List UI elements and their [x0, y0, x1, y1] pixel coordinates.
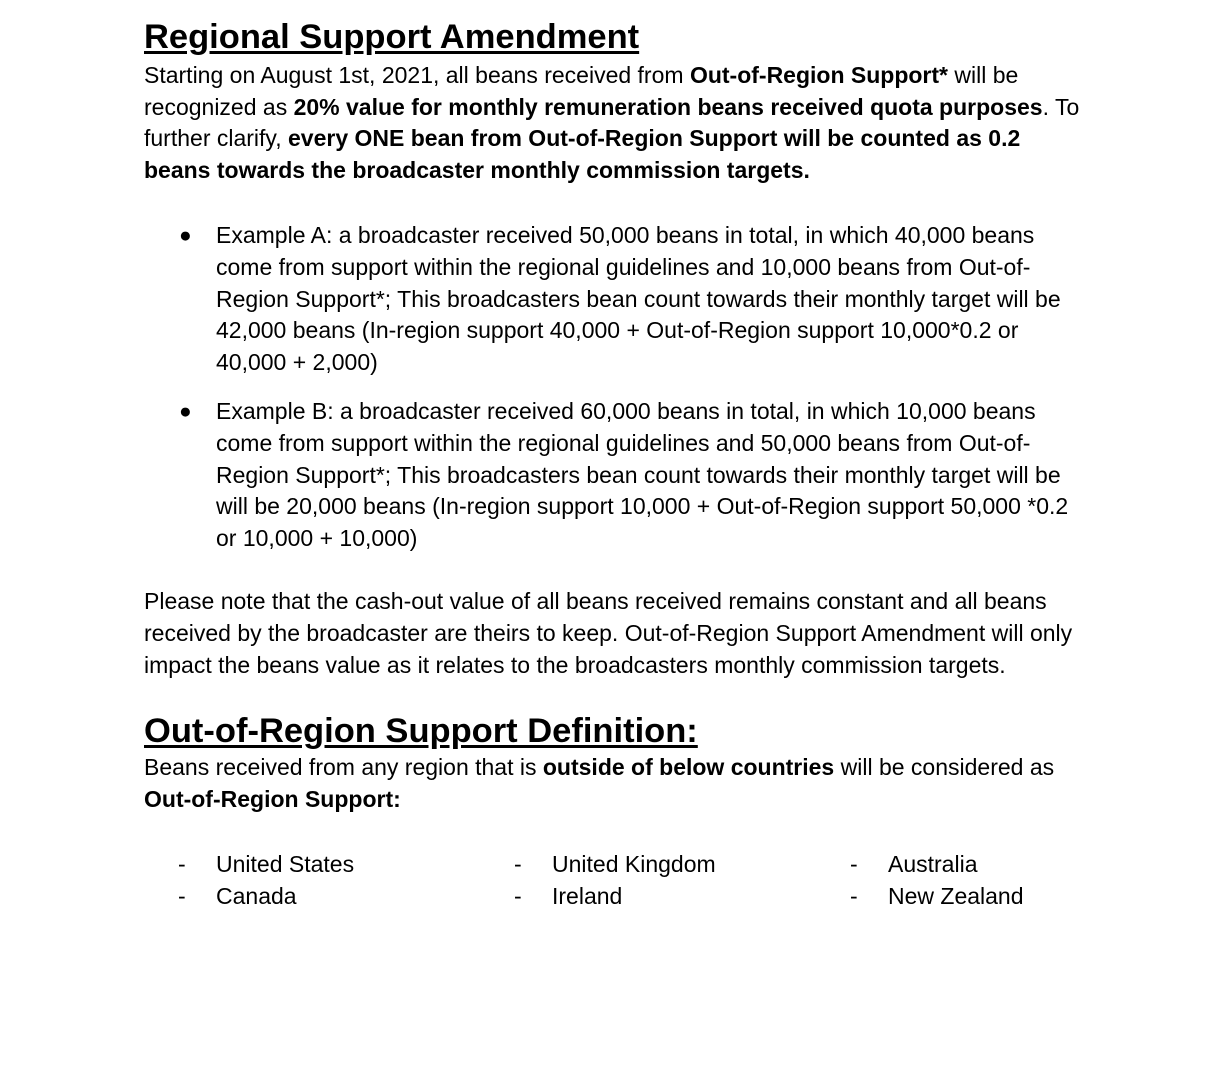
country-item [480, 881, 816, 913]
definition-text-2: will be considered as [834, 754, 1055, 781]
intro-bold-3: every ONE bean from Out-of-Region Support will be counted as 0.2 beans towards the broadcaster monthly commission targets. [144, 125, 1021, 183]
definition-bold-1: outside of below countries [542, 754, 835, 781]
country-item [144, 849, 480, 881]
dash-icon: - [514, 851, 522, 878]
definition-text [144, 752, 1084, 815]
definition-heading: Out-of-Region Support Definition: [144, 712, 698, 751]
example-a-item [144, 220, 1084, 378]
definition-bold-2: Out-of-Region Support: [144, 785, 401, 812]
example-b-text: Example B: a broadcaster received 60,000 beans in total, in which 10,000 beans come from support within the regional guidelines and 50,000 beans from Out-of-Region Support*; This broadcasters bean count towards their monthly target will be will be 20,000 beans (In-region support 10,000 + Out-of-Region support 50,000 *0.2 or 10,000 + 10,000) [216, 398, 1069, 551]
dash-icon: - [514, 882, 522, 909]
country-name: United States [216, 851, 355, 878]
dash-icon: - [850, 851, 858, 878]
country-name: Canada [216, 882, 297, 909]
country-item [816, 881, 1116, 913]
document-body [144, 18, 1084, 912]
dash-icon: - [178, 851, 186, 878]
countries-list [144, 849, 1084, 912]
cash-out-note: Please note that the cash-out value of all beans received remains constant and all beans received by the broadcaster are theirs to keep. Out-of-Region Support Amendment will only impact the beans value as it relates to the broadcasters monthly commission targets. [144, 588, 1073, 678]
intro-text-1: Starting on August 1st, 2021, all beans received from [144, 62, 690, 88]
country-item [480, 849, 816, 881]
intro-bold-1: Out-of-Region Support* [689, 62, 948, 88]
example-a-text: Example A: a broadcaster received 50,000 beans in total, in which 40,000 beans come from support within the regional guidelines and 10,000 beans from Out-of-Region Support*; This broadcasters bean count towards their monthly target will be 42,000 beans (In-region support 40,000 + Out-of-Region support 10,000*0.2 or 40,000 + 2,000) [216, 222, 1061, 375]
intro-text-2: will be recognized as [144, 62, 1019, 120]
country-item [144, 881, 480, 913]
examples-list [144, 220, 1084, 554]
country-name: United Kingdom [552, 851, 716, 878]
definition-text-1: Beans received from any region that is [144, 754, 543, 781]
intro-text-3: . To further clarify, [144, 93, 1080, 152]
example-b-item [144, 396, 1084, 554]
country-name: New Zealand [888, 882, 1024, 909]
country-name: Ireland [552, 882, 623, 909]
intro-bold-2: 20% value for monthly remuneration beans received quota purposes [293, 93, 1043, 120]
bullet-icon: ● [179, 224, 192, 248]
amendment-heading: Regional Support Amendment [144, 18, 640, 56]
dash-icon: - [850, 882, 858, 909]
bullet-icon: ● [179, 400, 192, 424]
amendment-intro [144, 60, 1084, 186]
countries-column-3 [816, 849, 1116, 912]
country-name: Australia [888, 851, 978, 878]
country-item [816, 849, 1116, 881]
countries-column-1 [144, 849, 480, 912]
countries-column-2 [480, 849, 816, 912]
dash-icon: - [178, 882, 186, 909]
